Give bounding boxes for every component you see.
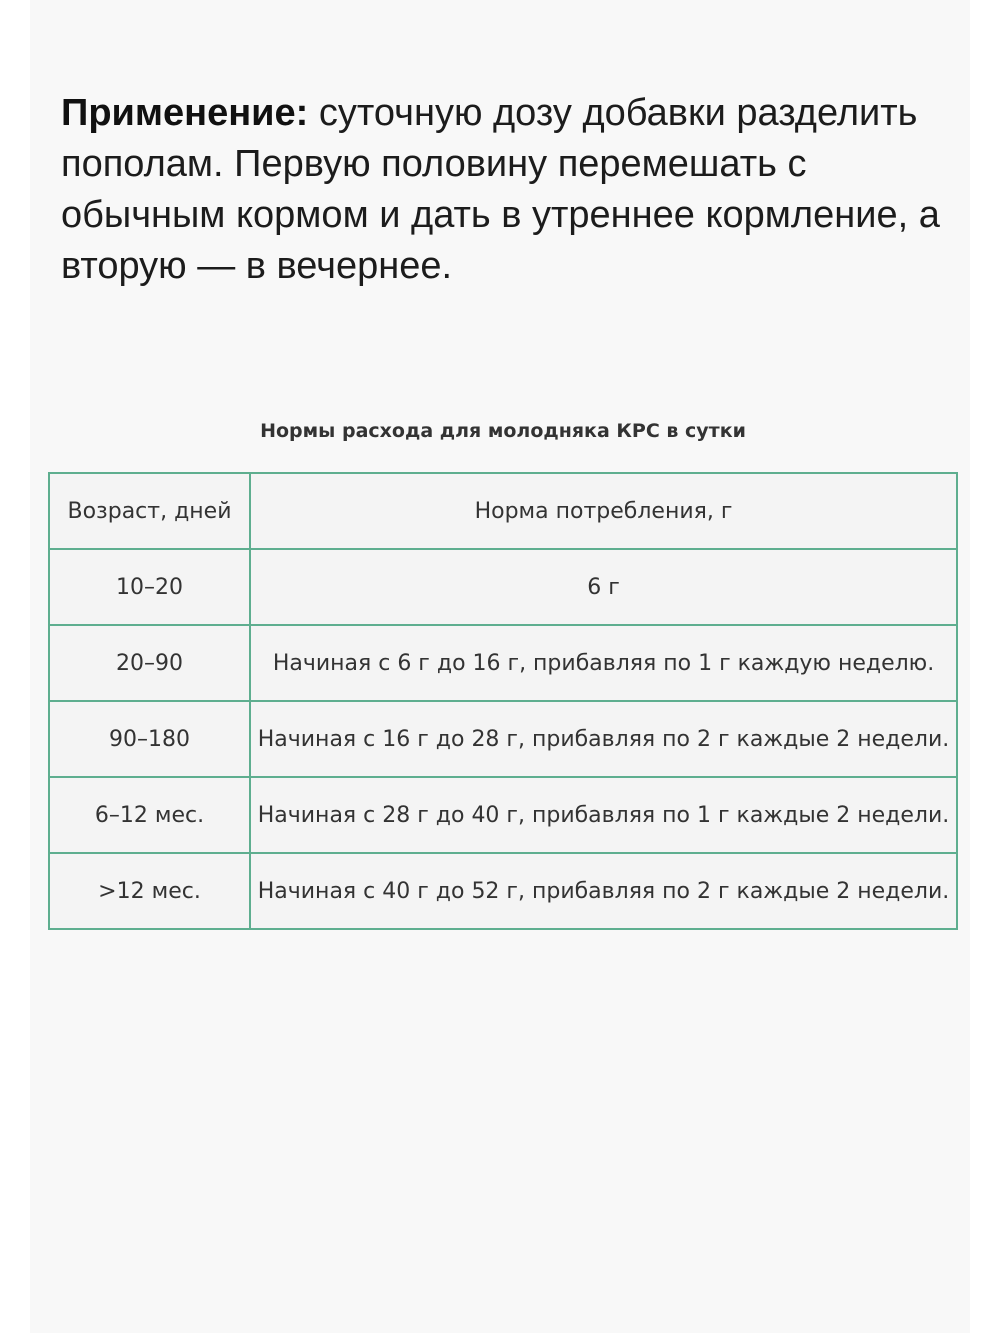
table-row xyxy=(49,701,957,777)
row-norm: Начиная с 40 г до 52 г, прибавляя по 2 г каждые 2 недели. xyxy=(250,853,957,929)
table-row xyxy=(49,625,957,701)
table-row xyxy=(49,853,957,929)
row-age: 6–12 мес. xyxy=(49,777,250,853)
row-age: 10–20 xyxy=(49,549,250,625)
table-caption: Нормы расхода для молодняка КРС в сутки xyxy=(260,420,746,442)
row-age: 90–180 xyxy=(49,701,250,777)
row-age: >12 мес. xyxy=(49,853,250,929)
row-age: 20–90 xyxy=(49,625,250,701)
header-norm: Норма потребления, г xyxy=(250,473,957,549)
row-norm: 6 г xyxy=(250,549,957,625)
row-norm: Начиная с 16 г до 28 г, прибавляя по 2 г каждые 2 недели. xyxy=(250,701,957,777)
usage-paragraph xyxy=(61,88,951,292)
header-age: Возраст, дней xyxy=(49,473,250,549)
row-norm: Начиная с 28 г до 40 г, прибавляя по 1 г каждые 2 недели. xyxy=(250,777,957,853)
usage-text: суточную дозу добавки разделить пополам. Первую половину перемешать с обычным кормом и дать в утреннее кормление, а вторую — в вечернее. xyxy=(61,92,940,287)
norms-table xyxy=(48,472,958,930)
table-row xyxy=(49,549,957,625)
table-row xyxy=(49,777,957,853)
row-norm: Начиная с 6 г до 16 г, прибавляя по 1 г каждую неделю. xyxy=(250,625,957,701)
table-header-row xyxy=(49,473,957,549)
usage-label: Применение: xyxy=(61,92,309,134)
